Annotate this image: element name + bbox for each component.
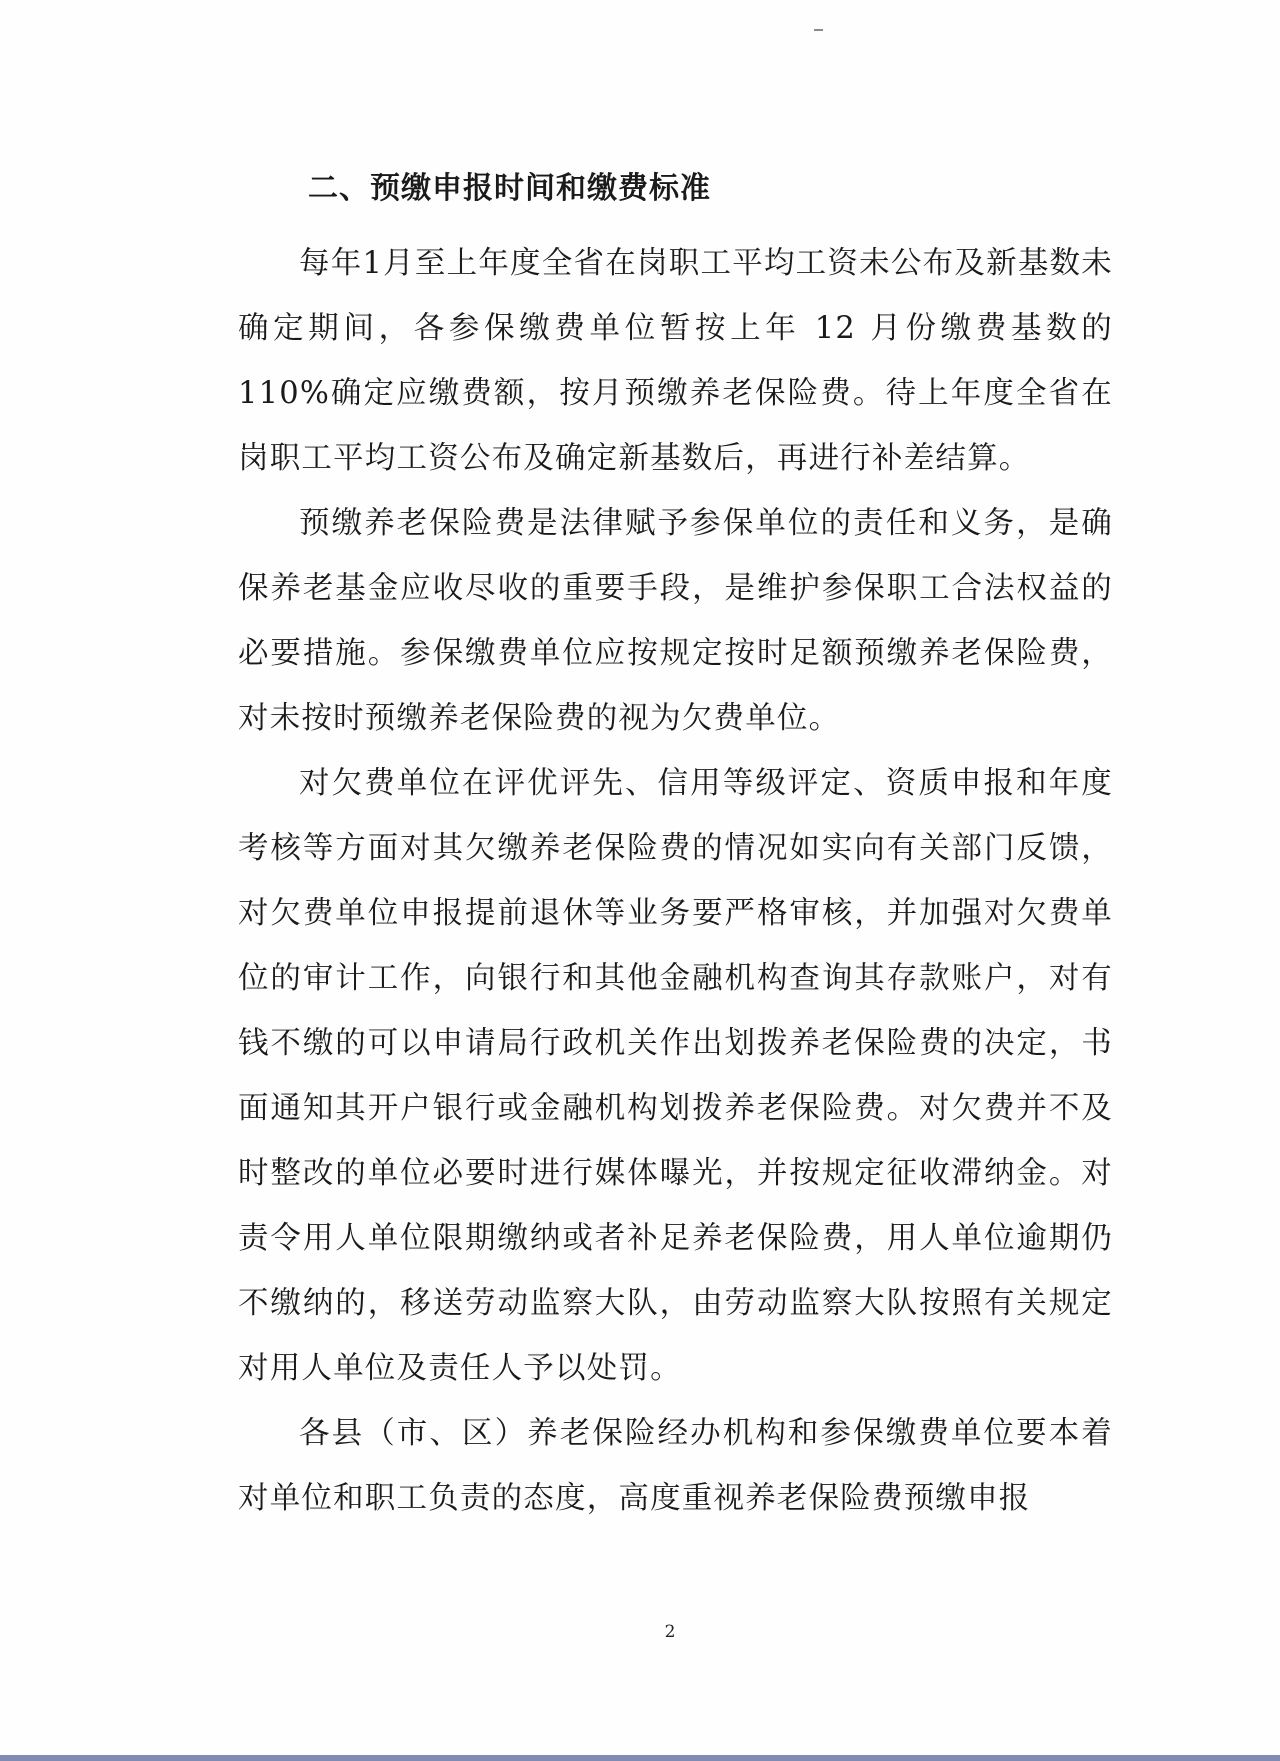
document-body bbox=[238, 163, 1113, 1531]
paragraph-arrears-measures: 对欠费单位在评优评先、信用等级评定、资质申报和年度考核等方面对其欠缴养老保险费的情况如实向有关部门反馈，对欠费单位申报提前退休等业务要严格审核，并加强对欠费单位的审计工作，向银行和其他金融机构查询其存款账户，对有钱不缴的可以申请局行政机关作出划拨养老保险费的决定，书面通知其开户银行或金融机构划拨养老保险费。对欠费并不及时整改的单位必要时进行媒体曝光，并按规定征收滞纳金。对责令用人单位限期缴纳或者补足养老保险费，用人单位逾期仍不缴纳的，移送劳动监察大队，由劳动监察大队按照有关规定对用人单位及责任人予以处罚。 bbox=[238, 766, 1113, 1386]
scan-bottom-edge bbox=[0, 1755, 1280, 1761]
paragraph-payment-obligation: 预缴养老保险费是法律赋予参保单位的责任和义务，是确保养老基金应收尽收的重要手段，是维护参保职工合法权益的必要措施。参保缴费单位应按规定按时足额预缴养老保险费，对未按时预缴养老保险费的视为欠费单位。 bbox=[238, 506, 1113, 736]
section-heading: 二、预缴申报时间和缴费标准 bbox=[308, 171, 711, 206]
paragraph-advance-payment-period: 每年1月至上年度全省在岗职工平均工资未公布及新基数未确定期间，各参保缴费单位暂按上年 12 月份缴费基数的110%确定应缴费额，按月预缴养老保险费。待上年度全省在岗职工平均工资公布及确定新基数后，再进行补差结算。 bbox=[238, 246, 1113, 476]
scan-mark bbox=[814, 29, 823, 31]
paragraph-attention-requirement: 各县（市、区）养老保险经办机构和参保缴费单位要本着对单位和职工负责的态度，高度重视养老保险费预缴申报 bbox=[238, 1416, 1113, 1516]
page-number: 2 bbox=[664, 1622, 676, 1642]
